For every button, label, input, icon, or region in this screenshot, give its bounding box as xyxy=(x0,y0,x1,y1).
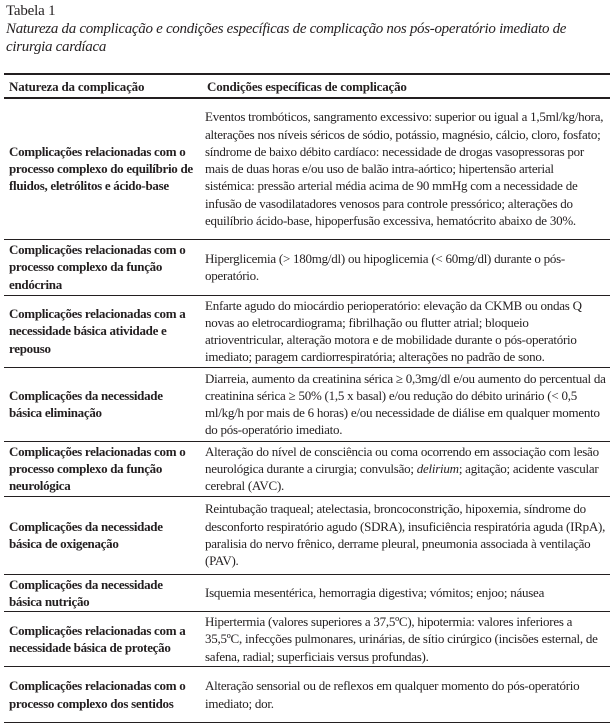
table-row xyxy=(4,367,610,441)
nature-cell: Complicações relacionadas com o processo complexo do equilíbrio de fluidos, eletrólitos e ácido-base xyxy=(4,98,202,239)
table-label: Tabela 1 xyxy=(6,3,56,19)
nature-cell: Complicações relacionadas com o processo complexo da função endócrina xyxy=(4,239,202,295)
table-header-row xyxy=(4,74,610,98)
table-row xyxy=(4,295,610,367)
conditions-cell: Isquemia mesentérica, hemorragia digestiva; vómitos; enjoo; náusea xyxy=(202,574,610,612)
conditions-cell: Hipertermia (valores superiores a 37,5ºC), hipotermia: valores inferiores a 35,5ºC, infecções pulmonares, urinárias, de sítio cirúrgico (incisões esternal, de safena, radial; superficiais versus profundas). xyxy=(202,612,610,667)
table-row xyxy=(4,98,610,239)
table-title: Natureza da complicação e condições específicas de complicação nos pós-operatório imediato de cirurgia cardíaca xyxy=(6,21,567,55)
complications-table xyxy=(4,73,610,723)
nature-cell: Complicações relacionadas com a necessidade básica atividade e repouso xyxy=(4,295,202,367)
conditions-text: ; agitação; acidente vascular cerebral (AVC). xyxy=(205,460,599,494)
table-row xyxy=(4,239,610,295)
table-row xyxy=(4,496,610,574)
header-nature: Natureza da complicação xyxy=(4,74,202,98)
conditions-cell: Hiperglicemia (> 180mg/dl) ou hipoglicemia (< 60mg/dl) durante o pós-operatório. xyxy=(202,239,610,295)
conditions-cell: Enfarte agudo do miocárdio perioperatório: elevação da CKMB ou ondas Q novas ao eletrocardiograma; fibrilhação ou flutter atrial; bloqueio atrioventricular, alteração motora e de mobilidade durante o pós-operatório imediato; paragem cardiorrespiratória; alterações no padrão de sono. xyxy=(202,295,610,367)
conditions-cell: Reintubação traqueal; atelectasia, broncoconstrição, hipoxemia, síndrome do desconforto respiratório agudo (SDRA), insuficiência respiratória aguda (IRpA), paralisia do nervo frênico, derrame pleural, pneumonia associada à ventilação (PAV). xyxy=(202,496,610,574)
conditions-text: Alteração do nível de consciência ou coma ocorrendo em associação com lesão neurológica durante a cirurgia; convulsão; xyxy=(205,443,599,476)
conditions-cell: Diarreia, aumento da creatinina sérica ≥ 0,3mg/dl e/ou aumento do percentual da creatinina sérica ≥ 50% (1,5 x basal) e/ou redução do débito urinário (< 0,5 ml/kg/h por mais de 6 horas) e/ou necessidade de diálise em qualquer momento do pós-operatório imediato. xyxy=(202,367,610,441)
nature-cell: Complicações da necessidade básica de oxigenação xyxy=(4,496,202,574)
nature-cell: Complicações relacionadas com o processo complexo da função neurológica xyxy=(4,441,202,496)
table-caption xyxy=(6,2,606,56)
table-row xyxy=(4,441,610,496)
nature-cell: Complicações da necessidade básica nutrição xyxy=(4,574,202,612)
conditions-cell: Eventos trombóticos, sangramento excessivo: superior ou igual a 1,5ml/kg/hora, alterações nos níveis séricos de sódio, potássio, magnésio, cálcio, cloro, fosfato; síndrome de baixo débito cardíaco: necessidade de drogas vasopressoras por mais de duas horas e/ou uso de balão intra-aórtico; hipertensão arterial sistémica: pressão arterial média acima de 90 mmHg com a necessidade de infusão de vasodilatadores venosos para controle pressórico; alterações do equilíbrio ácido-base, hipoperfusão excessiva, hematócrito abaixo de 30%. xyxy=(202,98,610,239)
table-row xyxy=(4,667,610,723)
header-conditions: Condições específicas de complicação xyxy=(202,74,610,98)
table-row xyxy=(4,612,610,667)
conditions-cell: Alteração sensorial ou de reflexos em qualquer momento do pós-operatório imediato; dor. xyxy=(202,667,610,723)
conditions-italic-term: delirium xyxy=(416,460,459,476)
table-row xyxy=(4,574,610,612)
conditions-cell xyxy=(202,441,610,496)
nature-cell: Complicações relacionadas com o processo complexo dos sentidos xyxy=(4,667,202,723)
nature-cell: Complicações relacionadas com a necessidade básica de proteção xyxy=(4,612,202,667)
nature-cell: Complicações da necessidade básica eliminação xyxy=(4,367,202,441)
